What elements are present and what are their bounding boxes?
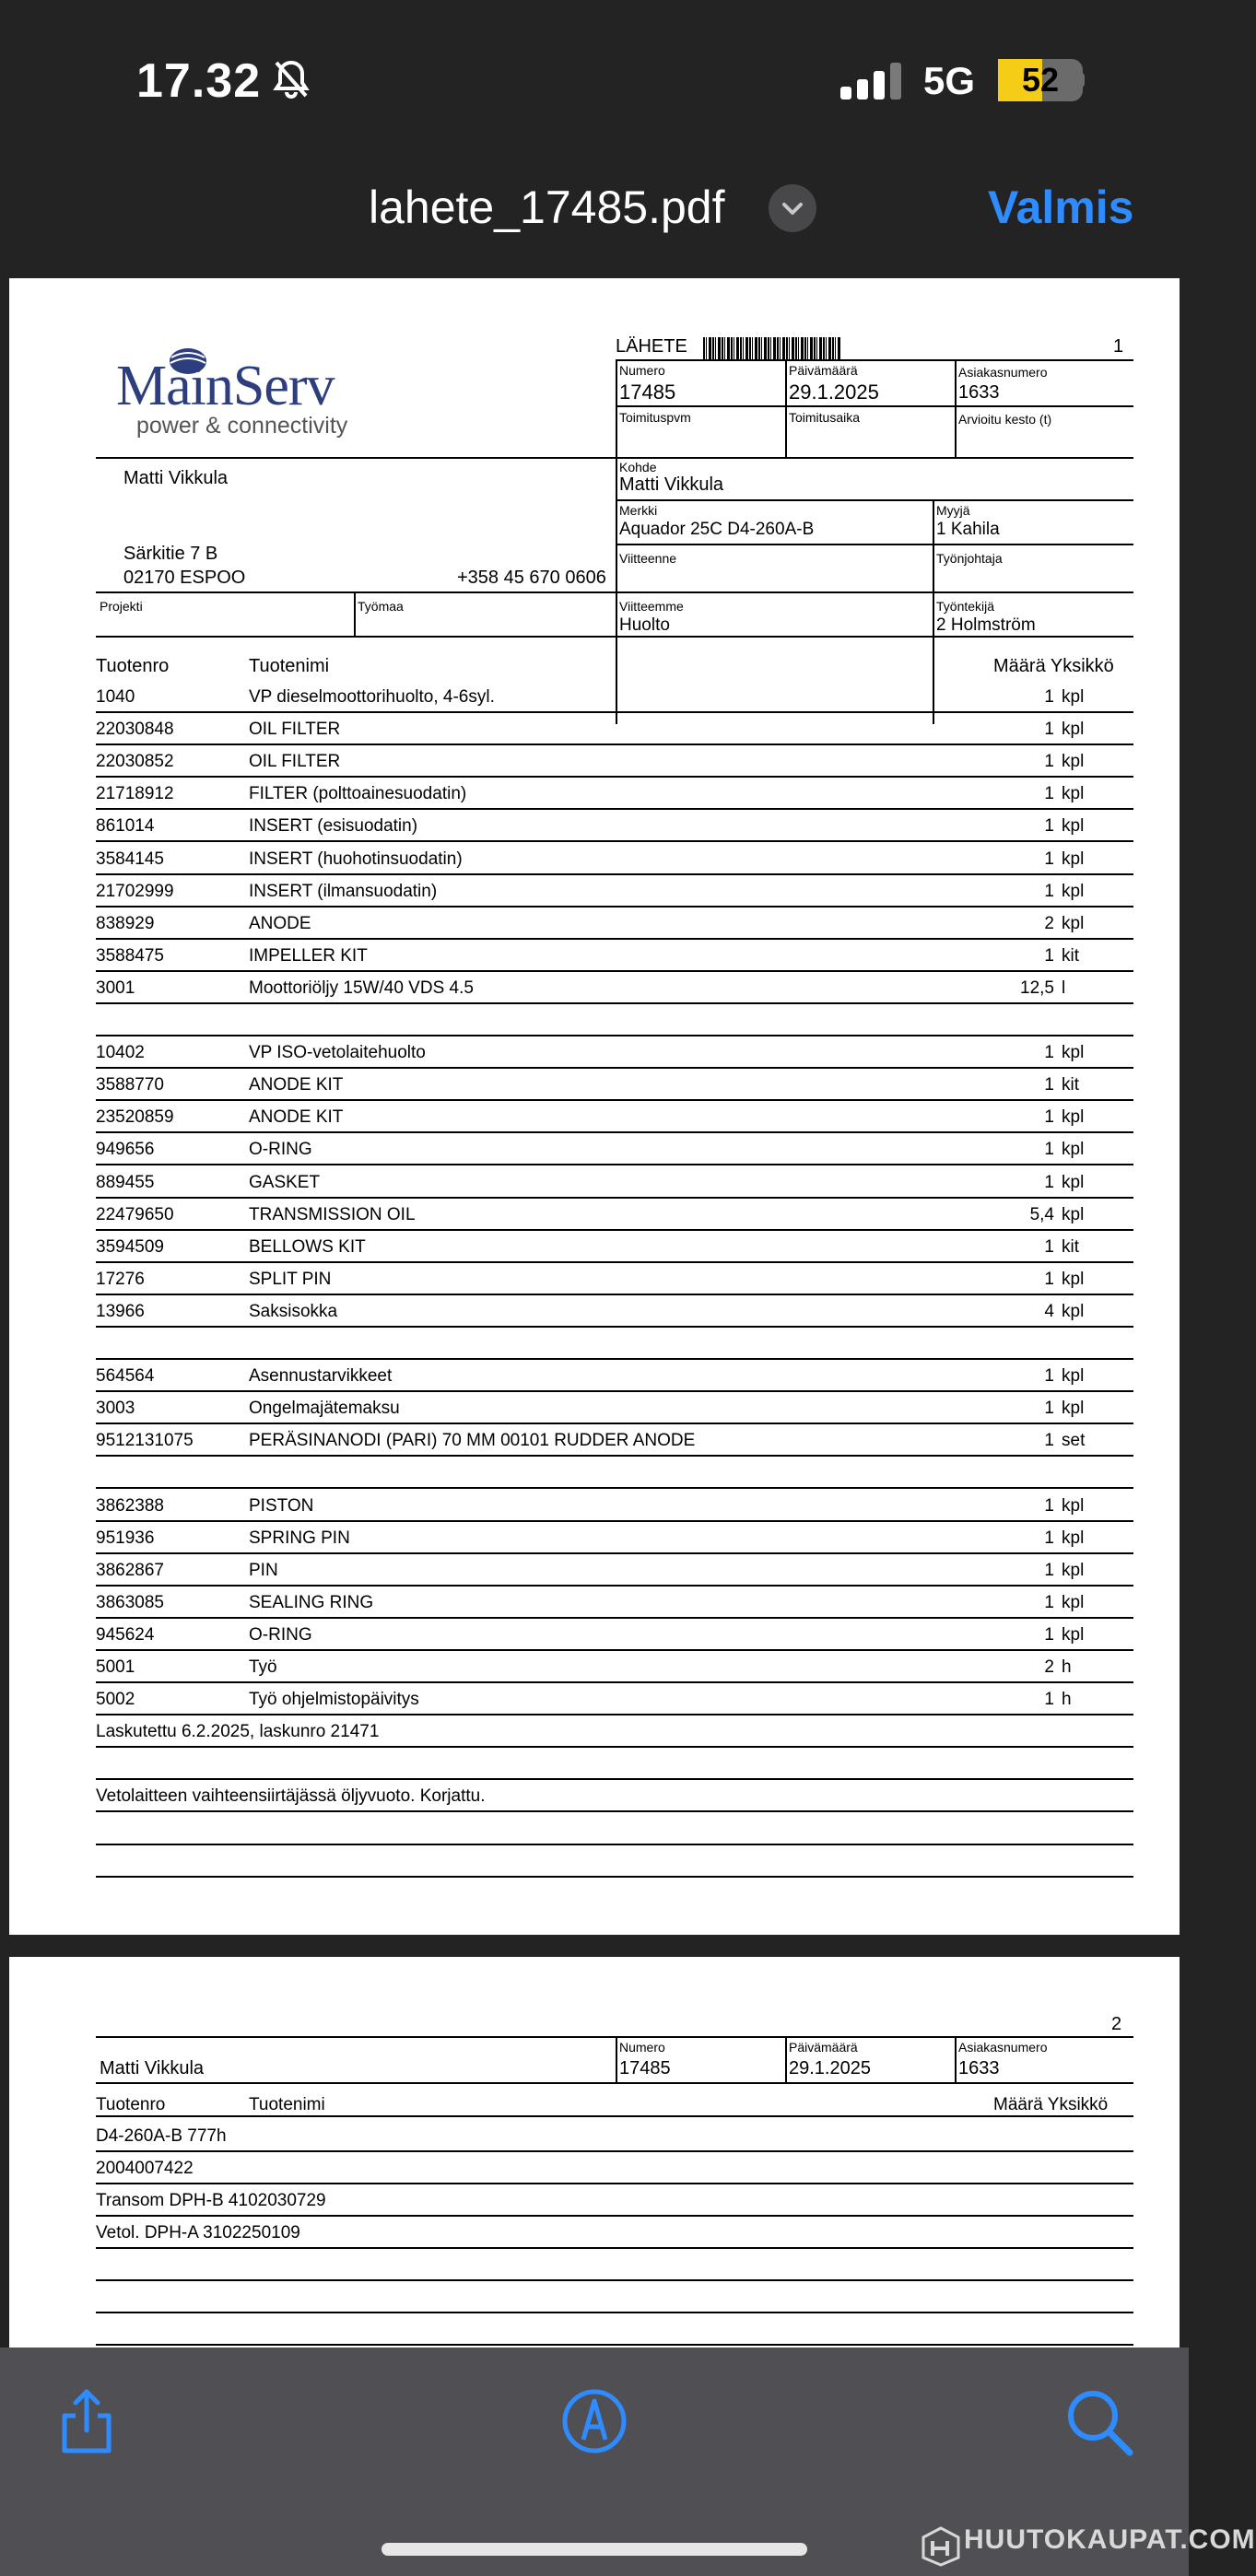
label-numero: Numero — [619, 363, 665, 378]
table-row — [96, 1457, 1133, 1489]
page-number: 1 — [1113, 336, 1124, 357]
cell-product-name: Työ — [249, 1657, 277, 1677]
page2-label-paivamaara: Päivämäärä — [789, 2040, 858, 2055]
page2-label-numero: Numero — [619, 2040, 665, 2055]
watermark-text: HUUTOKAUPAT.COM — [964, 2524, 1256, 2555]
cell-product-number: 3003 — [96, 1399, 135, 1419]
status-time: 17.32 — [136, 54, 262, 108]
cell-unit: kpl — [1062, 1301, 1085, 1321]
page2-line — [96, 2217, 1133, 2249]
document-title[interactable]: lahete_17485.pdf — [369, 181, 725, 233]
cell-product-name: ANODE KIT — [249, 1107, 344, 1128]
page2-value-asiakasnumero: 1633 — [958, 2058, 1000, 2078]
cell-product-name: INSERT (esisuodatin) — [249, 816, 418, 837]
cell-unit: kit — [1062, 1075, 1079, 1095]
cell-quantity: 1 — [1044, 816, 1054, 837]
cell-product-number: 3594509 — [96, 1236, 164, 1257]
cell-product-number: 13966 — [96, 1301, 145, 1321]
cell-product-name: Työ ohjelmistopäivitys — [249, 1690, 419, 1710]
cell-product-name: Moottoriöljy 15W/40 VDS 4.5 — [249, 978, 474, 998]
col-header-name: Tuotenimi — [249, 656, 330, 676]
label-viitteemme: Viitteemme — [619, 599, 684, 614]
cell-product-number: 3001 — [96, 978, 135, 998]
note-line — [96, 1715, 1133, 1748]
cell-unit: kit — [1062, 945, 1079, 966]
battery-percent: 52 — [1021, 61, 1060, 99]
label-asiakasnumero: Asiakasnumero — [958, 365, 1048, 380]
page2-line — [96, 2184, 1133, 2217]
cell-quantity: 1 — [1044, 1528, 1054, 1548]
cell-quantity: 1 — [1044, 1043, 1054, 1063]
label-merkki: Merkki — [619, 503, 658, 518]
table-row — [96, 1392, 1133, 1424]
table-row — [96, 1651, 1133, 1683]
page2-line — [96, 2313, 1133, 2346]
cell-unit: kpl — [1062, 1269, 1085, 1289]
cell-product-name: VP ISO-vetolaitehuolto — [249, 1043, 426, 1063]
cell-product-name: SPLIT PIN — [249, 1269, 332, 1289]
note-line — [96, 1780, 1133, 1812]
cell-product-number: 9512131075 — [96, 1431, 194, 1451]
cell-product-name: OIL FILTER — [249, 752, 341, 772]
cell-unit: kpl — [1062, 1495, 1085, 1516]
page2-line — [96, 2281, 1133, 2313]
table-row — [96, 810, 1133, 842]
cell-product-number: 22030848 — [96, 720, 174, 740]
cell-unit: kpl — [1062, 849, 1085, 869]
customer-name: Matti Vikkula — [123, 468, 229, 488]
cell-unit: kpl — [1062, 1140, 1085, 1160]
cell-unit: kpl — [1062, 687, 1085, 707]
cell-unit: set — [1062, 1431, 1086, 1451]
cell-unit: kpl — [1062, 1528, 1085, 1548]
cell-product-number: 1040 — [96, 687, 135, 707]
pdf-page-1 — [9, 278, 1180, 1935]
cell-unit: kpl — [1062, 1204, 1085, 1224]
cell-product-number: 3862388 — [96, 1495, 164, 1516]
cell-product-number: 22479650 — [96, 1204, 174, 1224]
page2-line-text: 2004007422 — [96, 2159, 194, 2178]
page2-label-asiakasnumero: Asiakasnumero — [958, 2040, 1048, 2055]
table-row — [96, 1036, 1133, 1069]
page2-line — [96, 2249, 1133, 2281]
page2-customer-name: Matti Vikkula — [100, 2058, 205, 2078]
cell-quantity: 2 — [1044, 913, 1054, 933]
label-myyja: Myyjä — [936, 503, 970, 518]
cell-quantity: 1 — [1044, 1107, 1054, 1128]
nav-bar — [0, 157, 1189, 276]
cell-product-name: OIL FILTER — [249, 720, 341, 740]
cell-product-number: 22030852 — [96, 752, 174, 772]
table-row — [96, 1619, 1133, 1651]
cell-product-number: 949656 — [96, 1140, 155, 1160]
col-header-no: Tuotenro — [96, 656, 170, 676]
table-row — [96, 1490, 1133, 1522]
row-divider — [96, 2344, 1133, 2346]
table-row — [96, 1231, 1133, 1263]
value-kohde: Matti Vikkula — [619, 474, 724, 495]
battery-tip — [1079, 73, 1085, 88]
bell-muted-icon — [269, 57, 313, 101]
label-tyomaa: Työmaa — [358, 599, 404, 614]
page2-line — [96, 2120, 1133, 2152]
page2-line — [96, 2152, 1133, 2184]
cell-product-name: ANODE KIT — [249, 1075, 344, 1095]
label-toimituspvm: Toimituspvm — [619, 410, 691, 425]
cell-quantity: 1 — [1044, 1560, 1054, 1580]
cell-quantity: 1 — [1044, 1140, 1054, 1160]
chevron-down-icon — [769, 184, 816, 232]
table-row — [96, 1554, 1133, 1587]
table-row — [96, 1295, 1133, 1328]
cell-unit: kpl — [1062, 1624, 1085, 1645]
value-numero: 17485 — [619, 381, 676, 404]
cell-quantity: 1 — [1044, 1172, 1054, 1192]
note-text: Laskutettu 6.2.2025, laskunro 21471 — [96, 1722, 380, 1742]
cell-quantity: 1 — [1044, 1366, 1054, 1387]
cell-unit: kpl — [1062, 881, 1085, 901]
cell-unit: kit — [1062, 1236, 1079, 1257]
markup-icon[interactable] — [558, 2384, 631, 2458]
note-line — [96, 1845, 1133, 1878]
table-row — [96, 1004, 1133, 1036]
cell-product-name: ANODE — [249, 913, 311, 933]
cell-product-name: SEALING RING — [249, 1592, 374, 1612]
cell-product-number: 3863085 — [96, 1592, 164, 1612]
cell-quantity: 1 — [1044, 1236, 1054, 1257]
watermark-logo-icon — [920, 2526, 962, 2567]
cell-unit: kpl — [1062, 1366, 1085, 1387]
cell-product-number: 945624 — [96, 1624, 155, 1645]
table-row — [96, 681, 1133, 713]
cell-quantity: 1 — [1044, 1495, 1054, 1516]
cellular-signal-icon — [840, 63, 903, 100]
cell-product-name: TRANSMISSION OIL — [249, 1204, 416, 1224]
value-merkki: Aquador 25C D4-260A-B — [619, 520, 815, 539]
company-tagline: power & connectivity — [136, 413, 348, 439]
cell-product-number: 23520859 — [96, 1107, 174, 1128]
cell-quantity: 1 — [1044, 1592, 1054, 1612]
cell-product-number: 21718912 — [96, 784, 174, 804]
page2-line-text: D4-260A-B 777h — [96, 2126, 227, 2146]
cell-unit: h — [1062, 1657, 1072, 1677]
table-row — [96, 1263, 1133, 1295]
page2-value-paivamaara: 29.1.2025 — [789, 2058, 871, 2078]
cell-product-name: BELLOWS KIT — [249, 1236, 366, 1257]
cell-quantity: 1 — [1044, 1269, 1054, 1289]
table-row — [96, 1522, 1133, 1554]
barcode — [703, 337, 841, 359]
label-paivamaara: Päivämäärä — [789, 363, 858, 378]
cell-unit: kpl — [1062, 752, 1085, 772]
label-projekti: Projekti — [100, 599, 143, 614]
cell-quantity: 1 — [1044, 752, 1054, 772]
cell-quantity: 1 — [1044, 1624, 1054, 1645]
cell-product-name: VP dieselmoottorihuolto, 4-6syl. — [249, 687, 495, 707]
value-tyontekija: 2 Holmström — [936, 615, 1036, 635]
cell-quantity: 1 — [1044, 849, 1054, 869]
cell-product-number: 861014 — [96, 816, 155, 837]
note-line — [96, 1813, 1133, 1845]
network-type: 5G — [923, 59, 976, 102]
table-row — [96, 1683, 1133, 1715]
cell-unit: kpl — [1062, 1592, 1085, 1612]
title-menu-button[interactable] — [769, 184, 816, 232]
table-row — [96, 745, 1133, 778]
cell-quantity: 1 — [1044, 687, 1054, 707]
table-row — [96, 1360, 1133, 1392]
cell-product-name: INSERT (huohotinsuodatin) — [249, 849, 463, 869]
table-row — [96, 1101, 1133, 1133]
cell-product-number: 838929 — [96, 913, 155, 933]
table-row — [96, 1199, 1133, 1231]
table-row — [96, 778, 1133, 810]
page2-col-header-no: Tuotenro — [96, 2095, 166, 2114]
search-icon[interactable] — [1062, 2384, 1135, 2458]
col-header-qty-unit: Määrä Yksikkö — [993, 656, 1114, 676]
company-logo: MainServ — [116, 355, 335, 417]
value-asiakasnumero: 1633 — [958, 382, 1000, 403]
customer-phone: +358 45 670 0606 — [457, 568, 606, 588]
cell-product-number: 3588770 — [96, 1075, 164, 1095]
cell-product-name: O-RING — [249, 1140, 312, 1160]
page2-col-header-qty-unit: Määrä Yksikkö — [993, 2095, 1109, 2114]
cell-product-number: 3584145 — [96, 849, 164, 869]
cell-quantity: 1 — [1044, 1690, 1054, 1710]
note-text: Vetolaitteen vaihteensiirtäjässä öljyvuoto. Korjattu. — [96, 1786, 486, 1807]
page2-col-header-name: Tuotenimi — [249, 2095, 325, 2114]
table-row — [96, 843, 1133, 875]
cell-unit: l — [1062, 978, 1066, 998]
cell-quantity: 4 — [1044, 1301, 1054, 1321]
cell-unit: kpl — [1062, 1043, 1085, 1063]
cell-unit: kpl — [1062, 816, 1085, 837]
done-button[interactable]: Valmis — [988, 181, 1134, 233]
cell-product-name: PIN — [249, 1560, 278, 1580]
cell-product-number: 3862867 — [96, 1560, 164, 1580]
cell-product-name: SPRING PIN — [249, 1528, 350, 1548]
cell-unit: kpl — [1062, 1107, 1085, 1128]
cell-product-name: Asennustarvikkeet — [249, 1366, 393, 1387]
cell-quantity: 1 — [1044, 1075, 1054, 1095]
share-icon[interactable] — [50, 2384, 123, 2458]
cell-unit: kpl — [1062, 913, 1085, 933]
cell-product-number: 951936 — [96, 1528, 155, 1548]
table-row — [96, 907, 1133, 940]
cell-product-number: 5001 — [96, 1657, 135, 1677]
cell-quantity: 1 — [1044, 881, 1054, 901]
label-arvioitu-kesto: Arvioitu kesto (t) — [958, 412, 1052, 427]
battery-icon — [998, 59, 1083, 101]
value-paivamaara: 29.1.2025 — [789, 381, 879, 404]
table-row — [96, 1166, 1133, 1199]
label-tyontekija: Työntekijä — [936, 599, 995, 614]
customer-city: 02170 ESPOO — [123, 568, 246, 588]
cell-product-name: O-RING — [249, 1624, 312, 1645]
cell-unit: h — [1062, 1690, 1072, 1710]
doc-title: LÄHETE — [616, 336, 687, 357]
cell-quantity: 1 — [1044, 1431, 1054, 1451]
customer-street: Särkitie 7 B — [123, 544, 218, 564]
page2-line-text: Transom DPH-B 4102030729 — [96, 2191, 326, 2210]
table-row — [96, 972, 1133, 1004]
table-row — [96, 1424, 1133, 1457]
cell-product-name: IMPELLER KIT — [249, 945, 368, 966]
cell-product-number: 17276 — [96, 1269, 145, 1289]
table-row — [96, 1328, 1133, 1360]
cell-unit: kpl — [1062, 1172, 1085, 1192]
label-kohde: Kohde — [619, 460, 657, 474]
table-row — [96, 940, 1133, 972]
table-row — [96, 1133, 1133, 1165]
cell-quantity: 5,4 — [1029, 1204, 1054, 1224]
page2-line-text: Vetol. DPH-A 3102250109 — [96, 2223, 300, 2242]
cell-product-number: 3588475 — [96, 945, 164, 966]
cell-product-name: PISTON — [249, 1495, 314, 1516]
cell-quantity: 1 — [1044, 720, 1054, 740]
row-divider — [96, 1876, 1133, 1878]
cell-product-name: PERÄSINANODI (PARI) 70 MM 00101 RUDDER ANODE — [249, 1431, 696, 1451]
cell-product-name: Ongelmajätemaksu — [249, 1399, 400, 1419]
cell-quantity: 1 — [1044, 784, 1054, 804]
label-viitteenne: Viitteenne — [619, 551, 677, 566]
cell-product-number: 10402 — [96, 1043, 145, 1063]
cell-quantity: 1 — [1044, 1399, 1054, 1419]
cell-quantity: 1 — [1044, 945, 1054, 966]
cell-unit: kpl — [1062, 1560, 1085, 1580]
page2-number: 2 — [1111, 2014, 1122, 2034]
status-bar — [0, 0, 1189, 157]
cell-quantity: 12,5 — [1020, 978, 1054, 998]
cell-quantity: 2 — [1044, 1657, 1054, 1677]
table-row — [96, 875, 1133, 907]
label-toimitusaika: Toimitusaika — [789, 410, 861, 425]
value-viitteemme: Huolto — [619, 615, 670, 635]
cell-product-number: 21702999 — [96, 881, 174, 901]
table-row — [96, 713, 1133, 745]
label-tyonjohtaja: Työnjohtaja — [936, 551, 1003, 566]
cell-unit: kpl — [1062, 720, 1085, 740]
cell-product-number: 889455 — [96, 1172, 155, 1192]
cell-product-number: 5002 — [96, 1690, 135, 1710]
table-row — [96, 1587, 1133, 1619]
table-row — [96, 1069, 1133, 1101]
cell-product-name: FILTER (polttoainesuodatin) — [249, 784, 467, 804]
note-line — [96, 1748, 1133, 1780]
cell-product-name: Saksisokka — [249, 1301, 338, 1321]
page2-value-numero: 17485 — [619, 2058, 671, 2078]
home-indicator[interactable] — [381, 2543, 807, 2556]
cell-product-name: INSERT (ilmansuodatin) — [249, 881, 438, 901]
cell-unit: kpl — [1062, 784, 1085, 804]
cell-unit: kpl — [1062, 1399, 1085, 1419]
value-myyja: 1 Kahila — [936, 520, 1000, 539]
cell-product-name: GASKET — [249, 1172, 321, 1192]
cell-product-number: 564564 — [96, 1366, 155, 1387]
